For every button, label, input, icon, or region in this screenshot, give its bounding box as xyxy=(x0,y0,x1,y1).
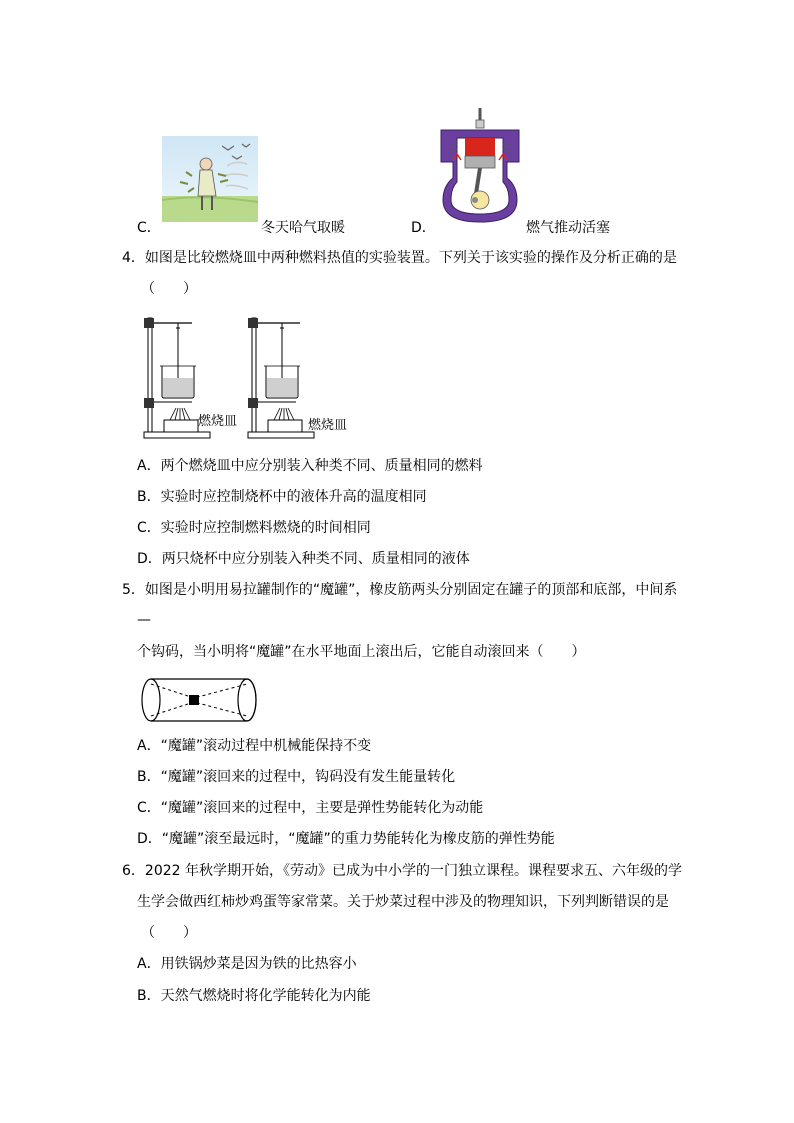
engine-piston-illustration xyxy=(435,108,525,226)
winter-breath-illustration xyxy=(162,136,258,222)
q4-stem-line1: 4．如图是比较燃烧皿中两种燃料热值的实验装置。下列关于该实验的操作及分析正确的是 xyxy=(122,250,677,266)
q5-option-c: C．“魔罐”滚回来的过程中，主要是弹性势能转化为动能 xyxy=(137,800,484,816)
q4-figure-label-right: 燃烧皿 xyxy=(308,418,348,433)
q3-option-c-letter: C． xyxy=(137,220,161,236)
q6-option-b: B．天然气燃烧时将化学能转化为内能 xyxy=(137,988,371,1004)
q4-option-a: A．两个燃烧皿中应分别装入种类不同、质量相同的燃料 xyxy=(137,458,483,474)
q3-option-c-text: 冬天哈气取暖 xyxy=(261,220,345,236)
q5-option-d: D．“魔罐”滚至最远时，“魔罐”的重力势能转化为橡皮筋的弹性势能 xyxy=(137,831,555,847)
q4-option-d: D．两只烧杯中应分别装入种类不同、质量相同的液体 xyxy=(137,551,470,567)
q6-stem-line3: （ ） xyxy=(141,925,197,941)
q3-option-d-text: 燃气推动活塞 xyxy=(526,220,610,236)
q5-stem-line2: — xyxy=(137,612,151,628)
q5-stem-line3: 个钩码，当小明将“魔罐”在水平地面上滚出后，它能自动滚回来（ ） xyxy=(137,644,586,660)
q4-stem-line2: （ ） xyxy=(141,281,197,297)
q5-stem-line1: 5．如图是小明用易拉罐制作的“魔罐”，橡皮筋两头分别固定在罐子的顶部和底部，中间系 xyxy=(122,582,678,598)
q5-option-b: B．“魔罐”滚回来的过程中，钩码没有发生能量转化 xyxy=(137,769,456,785)
q5-option-a: A．“魔罐”滚动过程中机械能保持不变 xyxy=(137,738,372,754)
magic-can-diagram xyxy=(139,676,261,724)
q4-figure-label-left: 燃烧皿 xyxy=(198,414,238,429)
q4-option-c: C．实验时应控制燃料燃烧的时间相同 xyxy=(137,520,371,536)
q6-stem-line2: 生学会做西红柿炒鸡蛋等家常菜。关于炒菜过程中涉及的物理知识，下列判断错误的是 xyxy=(137,894,669,910)
q3-option-d-letter: D． xyxy=(411,220,436,236)
q6-option-a: A．用铁锅炒菜是因为铁的比热容小 xyxy=(137,956,357,972)
q4-option-b: B．实验时应控制烧杯中的液体升高的温度相同 xyxy=(137,489,427,505)
q6-stem-line1: 6．2022 年秋学期开始，《劳动》已成为中小学的一门独立课程。课程要求五、六年级的学 xyxy=(122,863,682,879)
